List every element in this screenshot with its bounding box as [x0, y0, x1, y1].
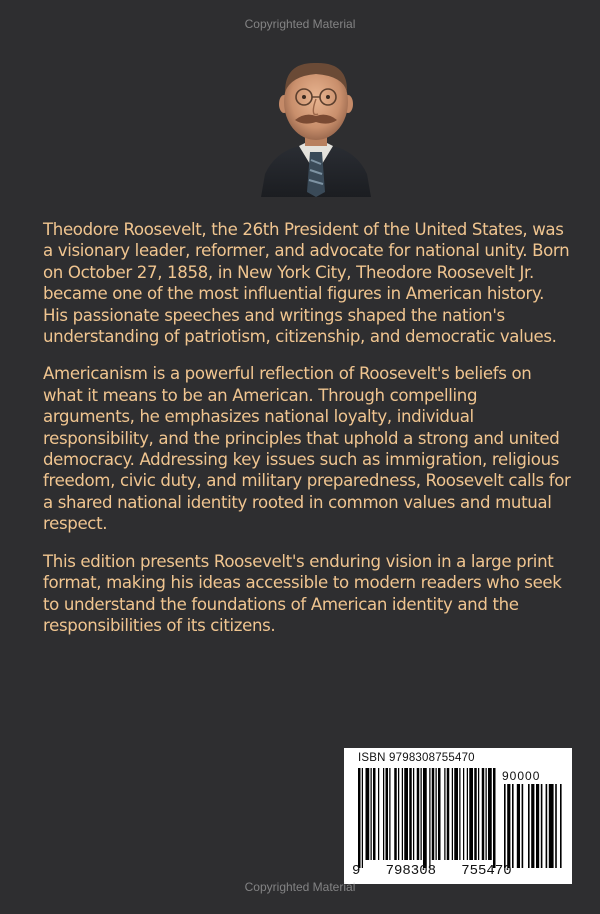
isbn-barcode	[344, 748, 572, 884]
ean-digits: 9 798308 755470	[352, 863, 512, 879]
author-portrait	[255, 52, 377, 197]
book-description	[43, 219, 573, 652]
copyright-watermark-bottom: Copyrighted Material	[244, 880, 356, 894]
description-paragraph: Americanism is a powerful reflection of Roosevelt's beliefs on what it means to be an American. Through compelling arguments, he emphasizes national loyalty, individual responsibility, and the principles that uphold a strong and united democracy. Addressing key issues such as immigration, religious freedom, civic duty, and military preparedness, Roosevelt calls for a shared national identity rooted in common values and mutual respect.	[43, 364, 571, 534]
isbn-label: ISBN 9798308755470	[358, 752, 475, 764]
description-paragraph: Theodore Roosevelt, the 26th President of the United States, was a visionary leader, reformer, and advocate for national unity. Born on October 27, 1858, in New York City, Theodore Roosevelt Jr. became one of the most influential figures in American history. His passionate speeches and writings shaped the nation's understanding of patriotism, citizenship, and democratic values.	[43, 220, 570, 347]
price-code: 90000	[502, 769, 541, 783]
description-paragraph: This edition presents Roosevelt's enduring vision in a large print format, making his ideas accessible to modern readers who seek to understand the foundations of American identity and the responsibilities of its citizens.	[43, 551, 562, 635]
price-barcode-bars	[504, 784, 564, 868]
copyright-watermark-top: Copyrighted Material	[244, 17, 356, 31]
ean-barcode-bars	[358, 768, 498, 868]
